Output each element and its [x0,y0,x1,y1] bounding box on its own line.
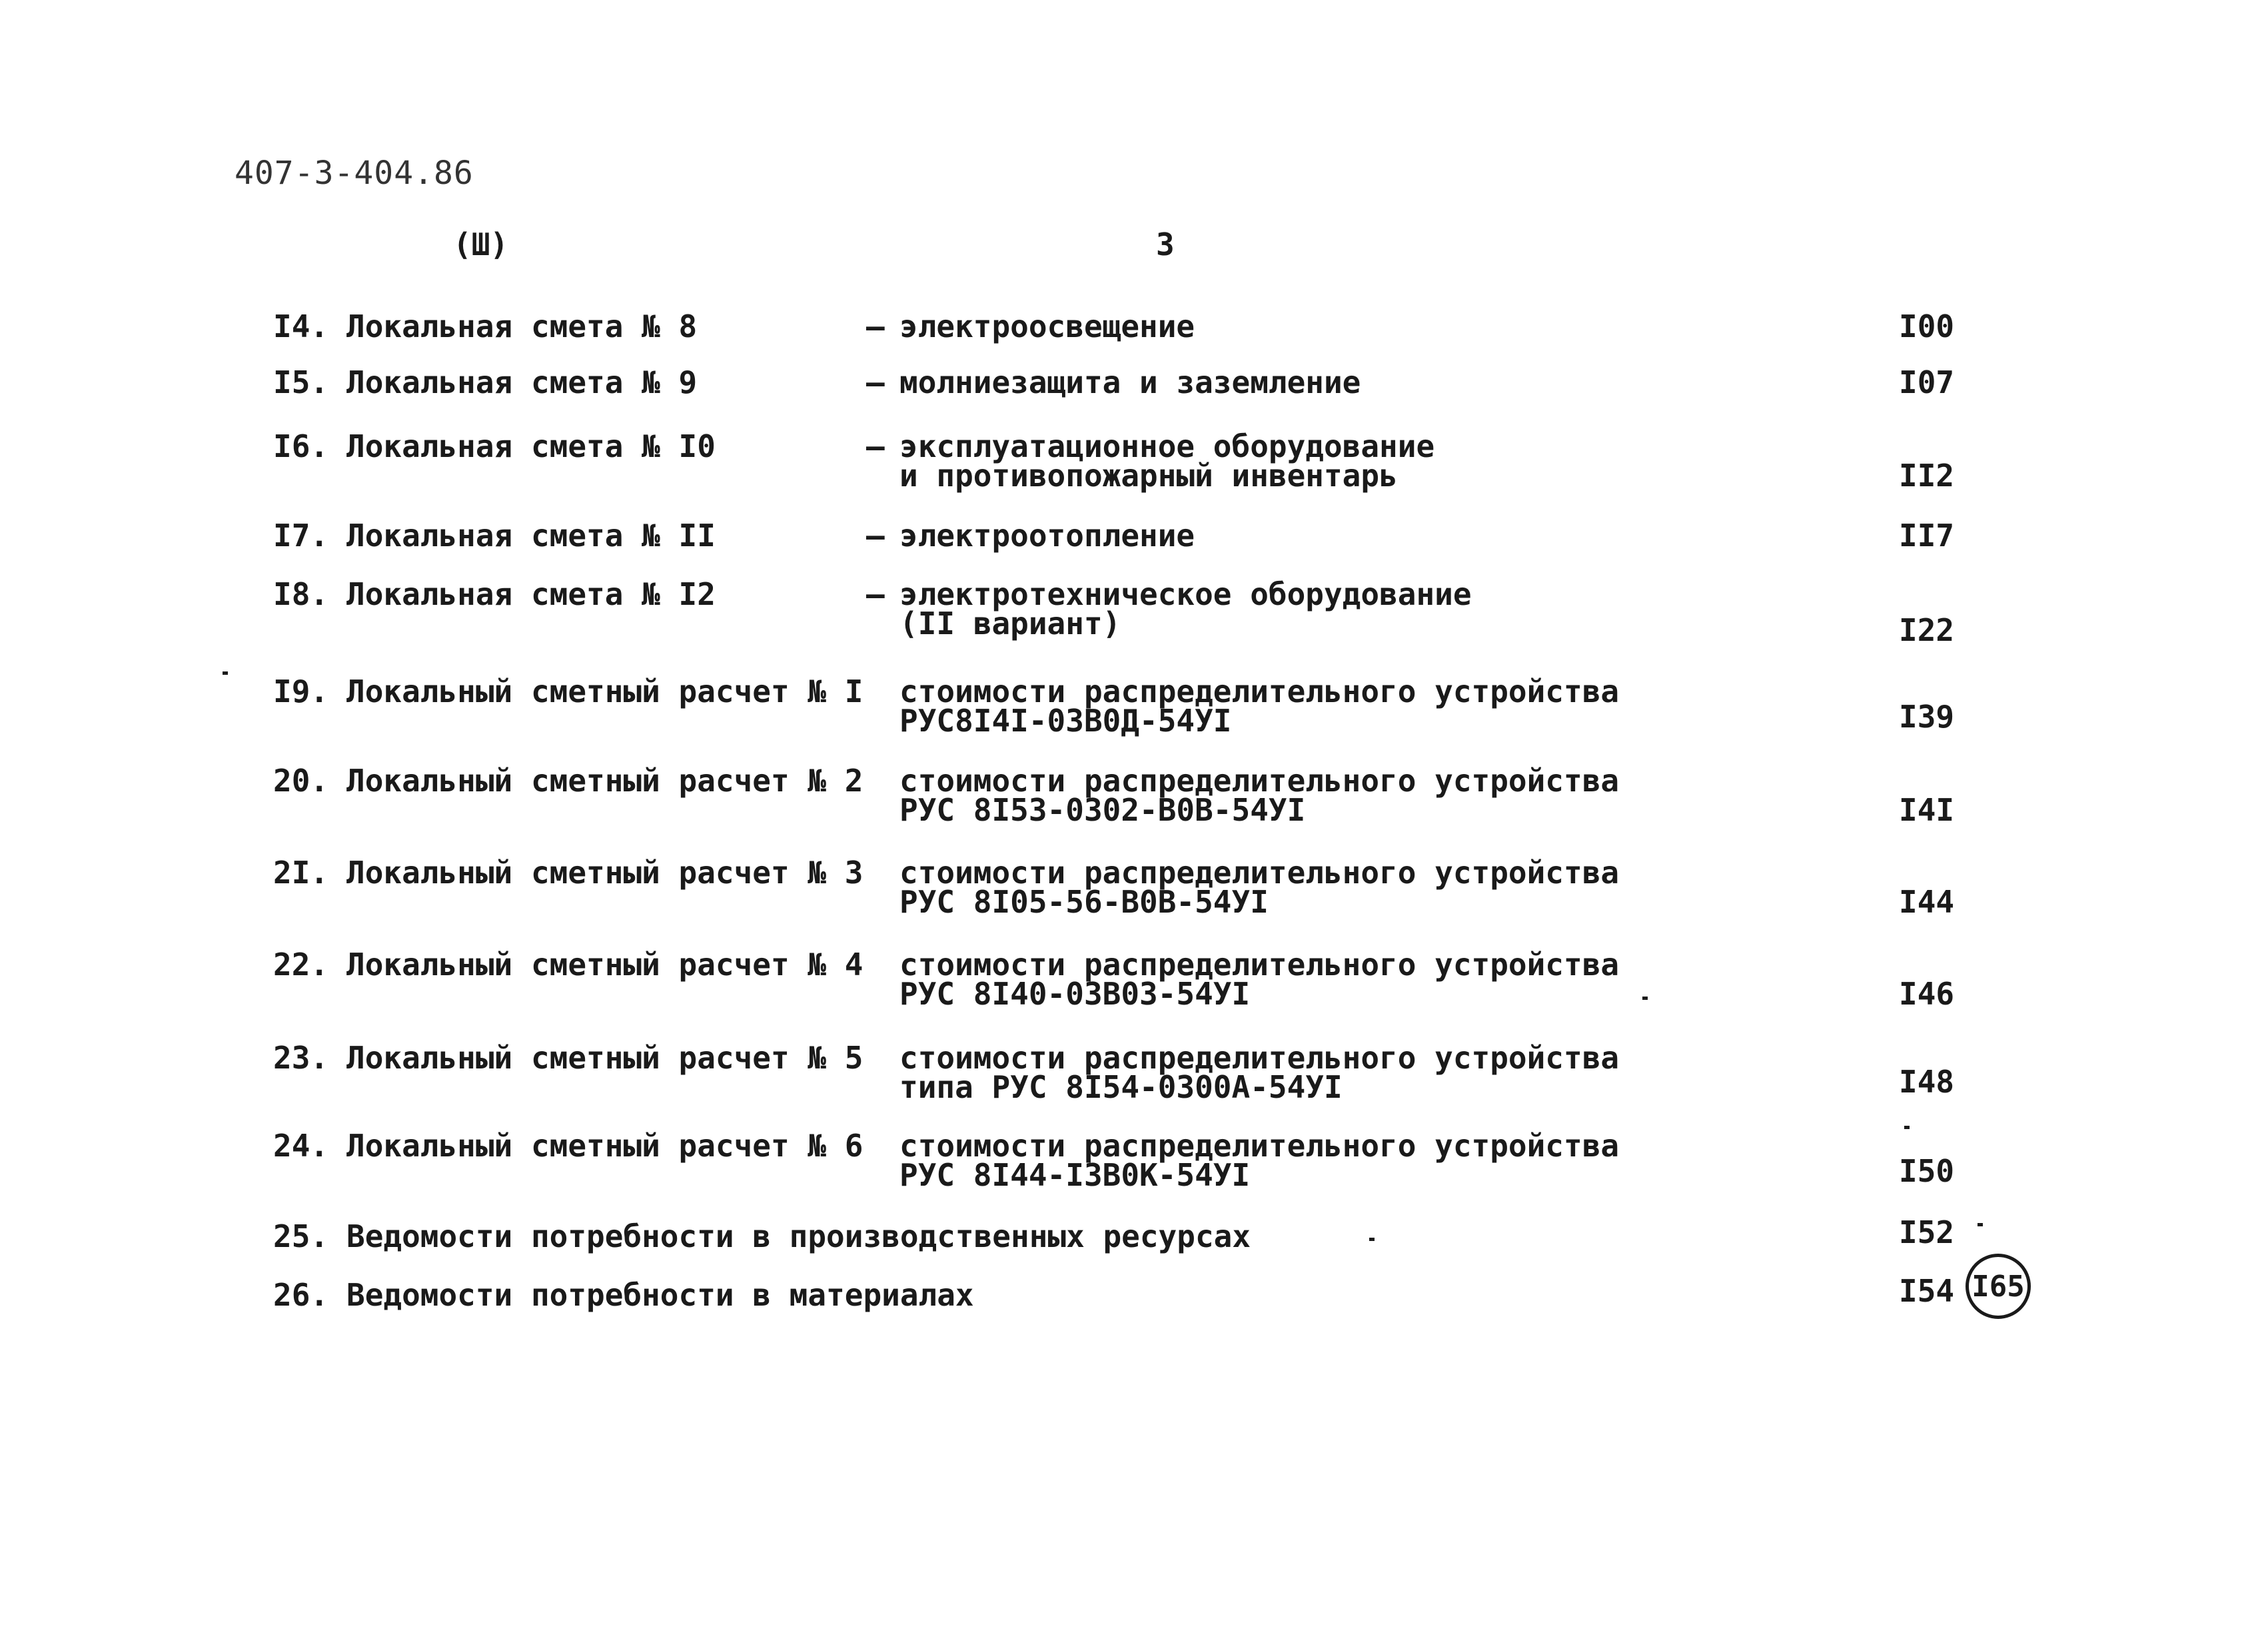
entry-number: 22. [273,947,329,983]
entry-number: 2I. [273,855,329,891]
entry-dash: – [866,308,885,344]
entry-desc-line: электроотопление [899,518,1195,554]
entry-number: I8. [273,576,329,612]
entry-title: Ведомости потребности в производственных ресурсах [346,1218,1251,1254]
entry-desc-line: стоимости распределительного устройства [899,947,1620,983]
entry-desc-line: стоимости распределительного устройства [899,1128,1620,1164]
entry-desc-line: РУС 8I05-56-В0В-54УI [899,884,1269,920]
scan-speck [1904,1126,1910,1129]
entry-page: I4I [1899,792,1955,828]
entry-page: II2 [1899,458,1955,494]
entry-description [866,428,1435,494]
entry-number: I9. [273,673,329,709]
entry-page: I44 [1899,884,1955,920]
entry-desc-line: молниезащита и заземление [899,364,1361,400]
entry-number: 25. [273,1218,329,1254]
entry-title: Локальный сметный расчет № 6 [346,1128,863,1164]
entry-page: I39 [1899,699,1955,735]
entry-page: I22 [1899,612,1955,648]
entry-desc-line: электротехническое оборудование [899,576,1472,612]
entry-description [866,947,1620,1012]
document-code: 407-3-404.86 [235,155,474,192]
entry-title: Ведомости потребности в материалах [346,1277,974,1313]
scan-speck [1642,997,1648,1000]
entry-dash: – [866,576,885,612]
entry-description [866,1128,1620,1193]
entry-title: Локальный сметный расчет № 3 [346,855,863,891]
entry-desc-line: типа РУС 8I54-0300А-54УI [899,1069,1343,1105]
section-mark: (Ш) [453,226,509,262]
entry-desc-line: стоимости распределительного устройства [899,855,1620,891]
table-of-contents [273,0,2045,1652]
page-number: 3 [1156,226,1175,262]
entry-page: I46 [1899,976,1955,1012]
scan-speck [1369,1238,1375,1241]
entry-page: I07 [1899,364,1955,400]
entry-page: I48 [1899,1064,1955,1100]
entry-desc-line: электроосвещение [899,308,1195,344]
entry-description [866,576,1472,641]
entry-title: Локальный сметный расчет № 4 [346,947,863,983]
entry-desc-line: стоимости распределительного устройства [899,763,1620,799]
entry-desc-line: стоимости распределительного устройства [899,673,1620,709]
entry-dash: – [866,518,885,554]
entry-number: I7. [273,518,329,554]
entry-description [866,518,1195,554]
entry-page: I00 [1899,308,1955,344]
entry-title: Локальная смета № 8 [346,308,698,344]
entry-number: 24. [273,1128,329,1164]
entry-title: Локальная смета № 9 [346,364,698,400]
entry-title: Локальный сметный расчет № 2 [346,763,863,799]
entry-dash: – [866,428,885,464]
entry-number: I6. [273,428,329,464]
entry-number: I4. [273,308,329,344]
entry-number: 23. [273,1040,329,1076]
entry-desc-line: и противопожарный инвентарь [899,458,1398,494]
entry-description [866,364,1361,400]
entry-description [866,308,1195,344]
entry-title: Локальная смета № I0 [346,428,716,464]
entry-description [866,763,1620,828]
entry-desc-line: эксплуатационное оборудование [899,428,1435,464]
entry-title: Локальный сметный расчет № 5 [346,1040,863,1076]
entry-desc-line: РУС8I4I-03В0Д-54УI [899,703,1232,739]
entry-title: Локальный сметный расчет № I [346,673,863,709]
scan-speck [223,671,228,675]
entry-desc-line: стоимости распределительного устройства [899,1040,1620,1076]
entry-desc-line: РУС 8I53-0302-В0В-54УI [899,792,1306,828]
entry-desc-line: РУС 8I40-03В03-54УI [899,976,1251,1012]
entry-page: I54 [1899,1273,1955,1309]
entry-description [866,855,1620,920]
entry-number: 26. [273,1277,329,1313]
entry-number: I5. [273,364,329,400]
entry-description [866,673,1620,739]
entry-number: 20. [273,763,329,799]
entry-title: Локальная смета № II [346,518,716,554]
entry-description [866,1040,1620,1105]
scan-speck [1977,1223,1983,1226]
entry-dash: – [866,364,885,400]
entry-page: I52 [1899,1214,1955,1250]
entry-desc-line: РУС 8I44-I3В0К-54УI [899,1157,1251,1193]
entry-title: Локальная смета № I2 [346,576,716,612]
entry-desc-line: (II вариант) [899,606,1121,641]
entry-page: I50 [1899,1153,1955,1189]
circled-page-stamp: I65 [1966,1254,2031,1319]
entry-page: II7 [1899,518,1955,554]
